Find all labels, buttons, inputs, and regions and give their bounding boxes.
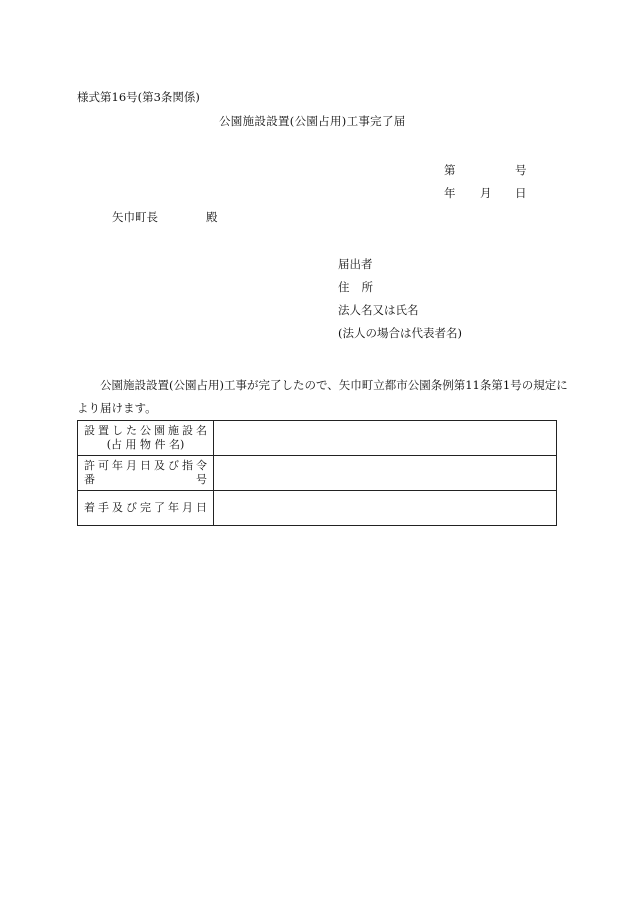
permit-date-label: 許 可 年 月 日 及 び 指 令 (84, 459, 207, 472)
document-number-prefix: 第 (444, 163, 456, 177)
facility-name-label: 設 置 し た 公 園 施 設 名 (84, 424, 207, 437)
address-label-part2: 所 (361, 280, 373, 294)
address-label-part1: 住 (338, 280, 350, 294)
start-completion-label-cell (78, 491, 214, 526)
permit-date-value-cell[interactable] (214, 456, 557, 491)
start-completion-value-cell[interactable] (214, 491, 557, 526)
address-label (338, 280, 373, 294)
directive-number-label: 番 号 (84, 473, 207, 486)
applicant-label: 届出者 (338, 257, 373, 271)
completion-info-table (77, 420, 557, 526)
body-paragraph (77, 374, 577, 420)
name-note: (法人の場合は代表者名) (338, 326, 462, 340)
facility-name-value-cell[interactable] (214, 421, 557, 456)
name-label: 法人名又は氏名 (338, 303, 419, 317)
form-number: 様式第16号(第3条関係) (77, 90, 200, 104)
table-row-dates (78, 491, 557, 526)
document-number-suffix: 号 (515, 163, 527, 177)
facility-name-value (214, 436, 556, 440)
occupancy-item-label: (占 用 物 件 名) (106, 438, 185, 451)
permit-date-value (214, 471, 556, 475)
body-text: 公園施設設置(公園占用)工事が完了したので、矢巾町立都市公園条例第11条第1号の規定により届けます。 (77, 378, 568, 415)
date-month-label: 月 (480, 186, 492, 200)
facility-name-label-cell (78, 421, 214, 456)
permit-date-label-cell (78, 456, 214, 491)
date-day-label: 日 (515, 186, 527, 200)
addressee-honorific: 殿 (206, 210, 218, 224)
date-year-label: 年 (444, 186, 456, 200)
table-row-facility (78, 421, 557, 456)
start-completion-value (214, 506, 556, 510)
table-row-permit (78, 456, 557, 491)
start-completion-label: 着 手 及 び 完 了 年 月 日 (84, 501, 207, 514)
addressee-name: 矢巾町長 (112, 210, 158, 224)
document-title: 公園施設設置(公園占用)工事完了届 (219, 114, 406, 128)
